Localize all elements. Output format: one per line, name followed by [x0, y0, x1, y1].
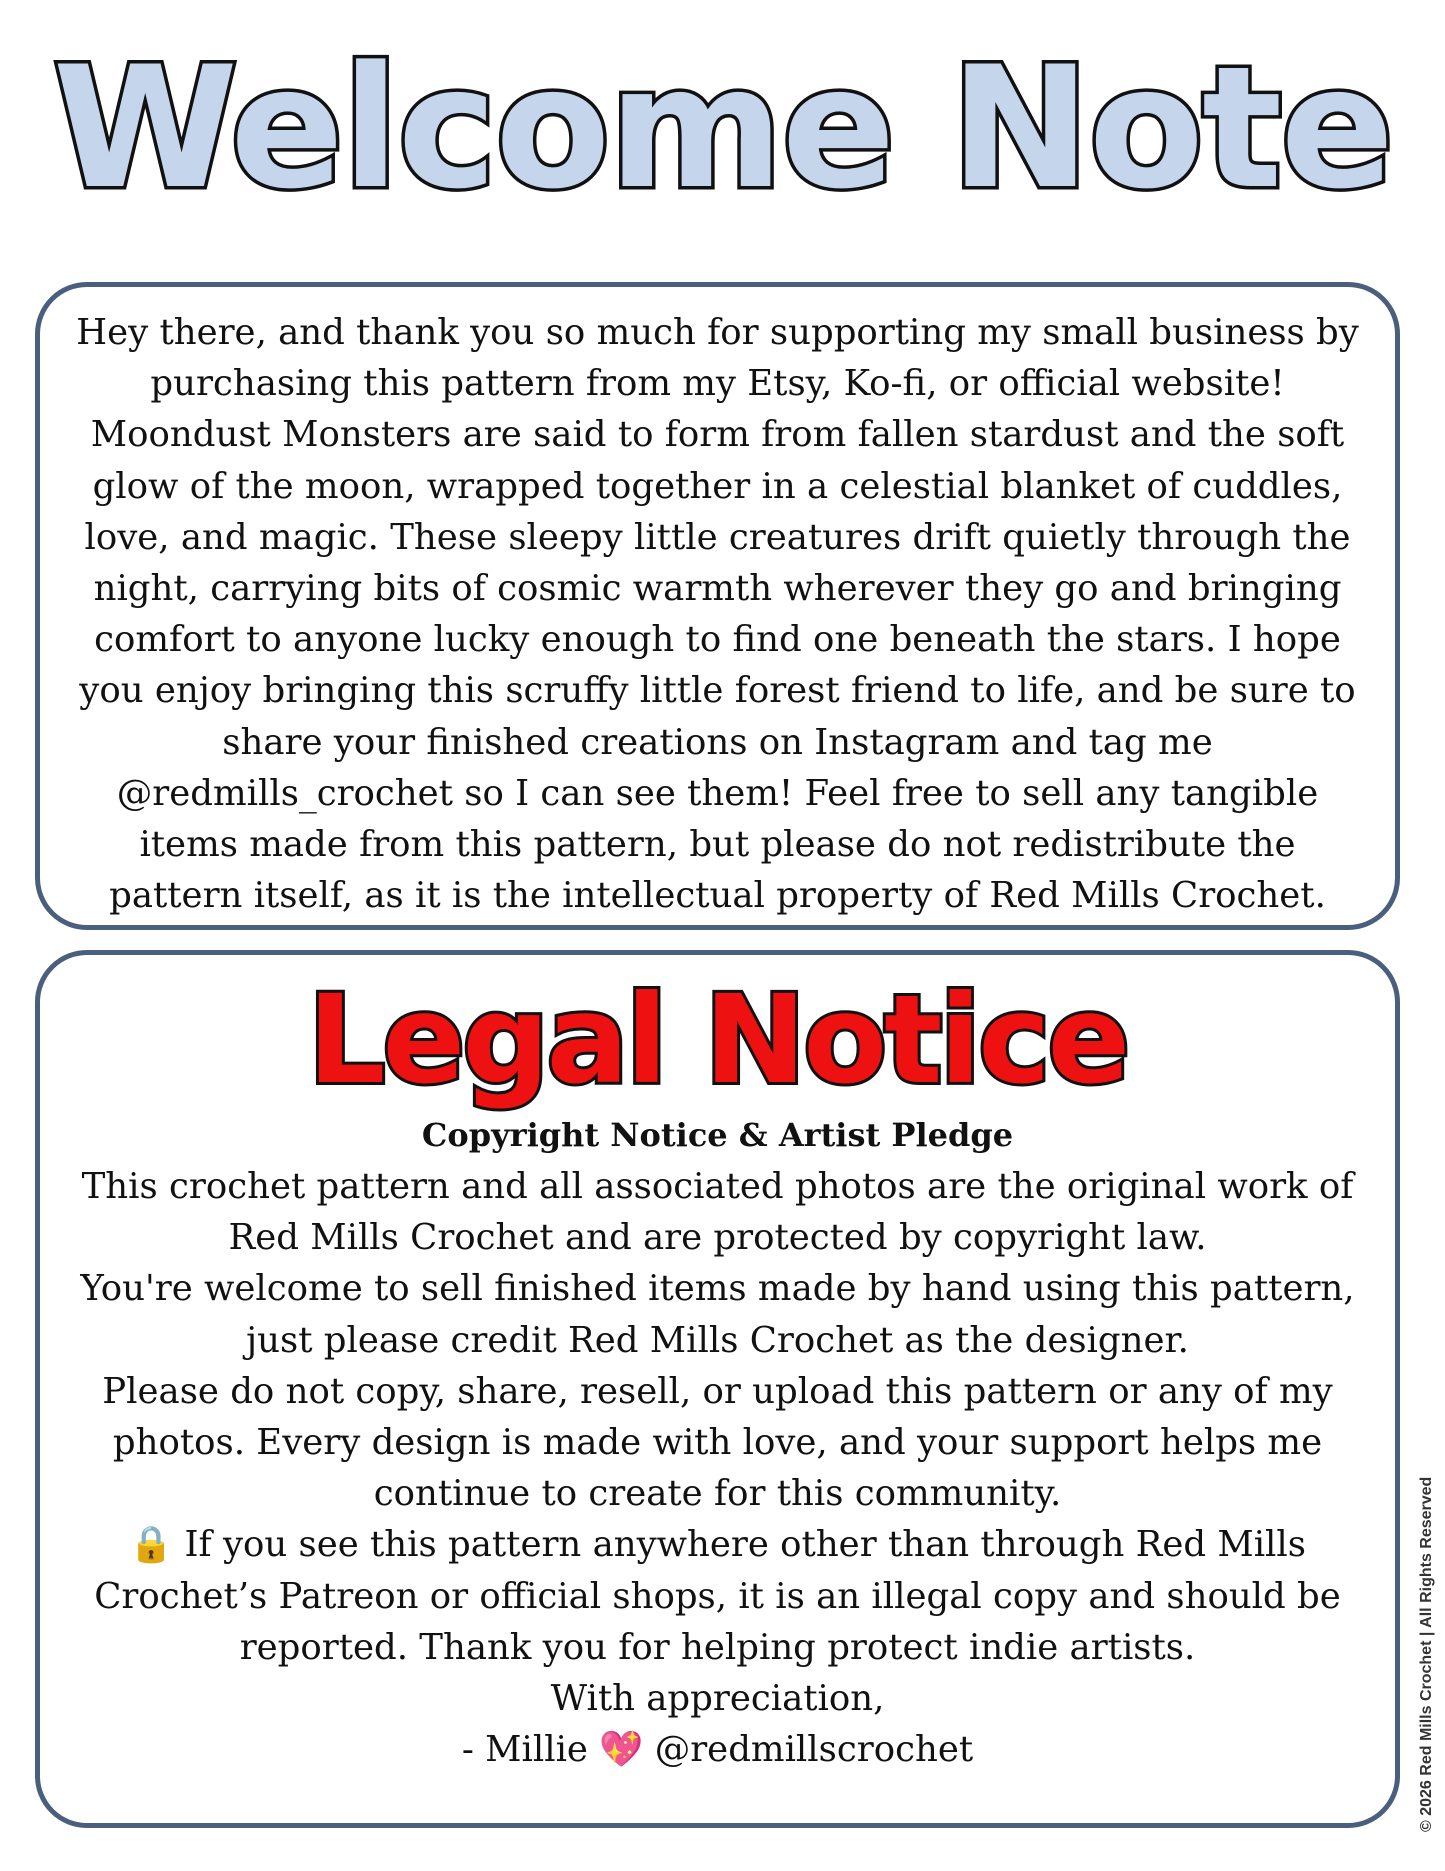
- legal-line: reported. Thank you for helping protect indie artists.: [239, 1626, 1196, 1668]
- legal-notice-title: Legal Notice: [307, 969, 1128, 1111]
- legal-notice-box: [35, 950, 1400, 1828]
- legal-notice-subtitle: Copyright Notice & Artist Pledge: [421, 1116, 1014, 1154]
- welcome-line: you enjoy bringing this scruffy little forest friend to life, and be sure to: [79, 670, 1356, 712]
- welcome-note-box: [35, 282, 1400, 930]
- legal-line: This crochet pattern and all associated photos are the original work of: [81, 1166, 1354, 1207]
- side-copyright-text: © 2026 Red Mills Crochet | All Rights Reserved: [1418, 1476, 1435, 1832]
- welcome-line: items made from this pattern, but please do not redistribute the: [139, 824, 1296, 866]
- welcome-title: Welcome Note: [52, 30, 1393, 226]
- legal-line: continue to create for this community.: [373, 1473, 1062, 1515]
- welcome-line: night, carrying bits of cosmic warmth wherever they go and bringing: [93, 568, 1342, 610]
- welcome-line: pattern itself, as it is the intellectual property of Red Mills Crochet.: [109, 875, 1326, 917]
- legal-line: - Millie 💖 @redmillscrochet: [461, 1729, 974, 1771]
- legal-line: just please credit Red Mills Crochet as the designer.: [246, 1319, 1189, 1361]
- welcome-line: @redmills_crochet so I can see them! Feel free to sell any tangible: [116, 772, 1319, 814]
- welcome-line: glow of the moon, wrapped together in a celestial blanket of cuddles,: [92, 465, 1343, 507]
- welcome-line: Moondust Monsters are said to form from fallen stardust and the soft: [90, 414, 1345, 456]
- welcome-line: comfort to anyone lucky enough to find one beneath the stars. I hope: [94, 619, 1341, 661]
- legal-line: 🔒 If you see this pattern anywhere other than through Red Mills: [129, 1524, 1306, 1566]
- legal-line: Crochet’s Patreon or official shops, it is an illegal copy and should be: [94, 1575, 1341, 1617]
- legal-line: Please do not copy, share, resell, or upload this pattern or any of my: [102, 1370, 1333, 1412]
- welcome-note-text: [70, 307, 1365, 921]
- legal-line: photos. Every design is made with love, and your support helps me: [112, 1422, 1323, 1464]
- welcome-line: purchasing this pattern from my Etsy, Ko-fi, or official website!: [150, 363, 1285, 405]
- legal-notice-text: [70, 1161, 1365, 1775]
- legal-line: Red Mills Crochet and are protected by copyright law.: [228, 1217, 1207, 1259]
- welcome-line: share your finished creations on Instagram and tag me: [222, 721, 1213, 763]
- legal-line: With appreciation,: [550, 1678, 885, 1720]
- welcome-line: love, and magic. These sleepy little creatures drift quietly through the: [84, 516, 1351, 558]
- welcome-line: Hey there, and thank you so much for supporting my small business by: [76, 312, 1359, 353]
- legal-line: You're welcome to sell finished items made by hand using this pattern,: [80, 1268, 1355, 1310]
